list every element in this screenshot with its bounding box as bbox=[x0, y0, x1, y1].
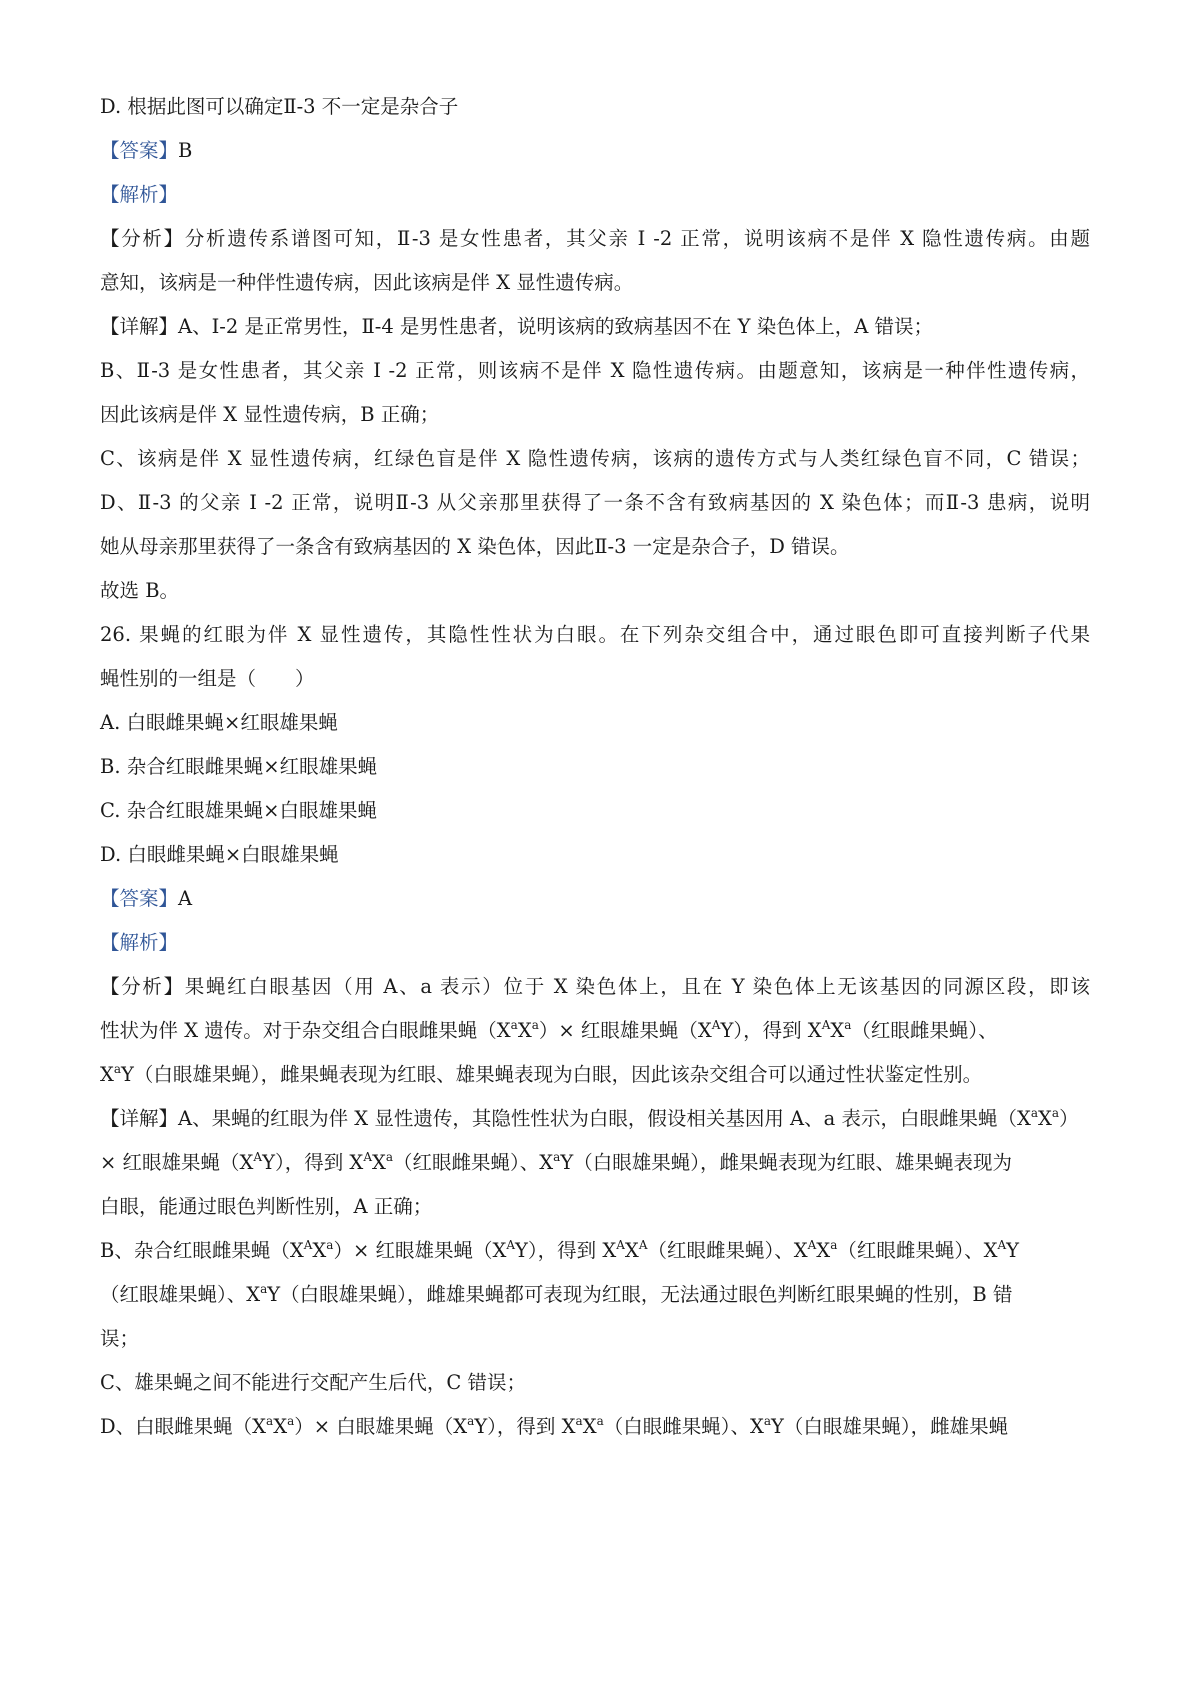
analysis-tag-q26 bbox=[100, 929, 1090, 957]
question-26-stem: 26. 果蝇的红眼为伴 X 显性遗传，其隐性性状为白眼。在下列杂交组合中，通过眼色即可直接判断子代果 bbox=[100, 623, 1090, 646]
detail-paragraph-line: 因此该病是伴 X 显性遗传病，B 正确； bbox=[100, 403, 440, 426]
answer-line-q25 bbox=[100, 137, 1090, 165]
answer-value: A bbox=[178, 887, 193, 910]
option-a: A. 白眼雌果蝇×红眼雄果蝇 bbox=[100, 711, 338, 734]
detail-paragraph-line: 【详解】A、Ⅰ-2 是正常男性，Ⅱ-4 是男性患者，说明该病的致病基因不在 Y 染色体上，A 错误； bbox=[100, 315, 933, 338]
detail-paragraph-line: 【详解】A、果蝇的红眼为伴 X 显性遗传，其隐性性状为白眼，假设相关基因用 A、a 表示，白眼雌果蝇$(X^aX^a)$ bbox=[100, 1106, 1079, 1130]
option-b: B. 杂合红眼雌果蝇×红眼雄果蝇 bbox=[100, 755, 378, 778]
detail-paragraph-line: C、雄果蝇之间不能进行交配产生后代，C 错误； bbox=[100, 1371, 527, 1394]
detail-paragraph-line: D、Ⅱ-3 的父亲 I -2 正常，说明Ⅱ-3 从父亲那里获得了一条不含有致病基因的 X 染色体；而Ⅱ-3 患病，说明 bbox=[100, 491, 1090, 514]
analysis-tag: 【解析】 bbox=[100, 183, 179, 206]
detail-paragraph-line: 白眼，能通过眼色判断性别，A 正确； bbox=[100, 1195, 433, 1218]
detail-paragraph-line: D、白眼雌果蝇$(X^aX^a)\times$ 白眼雄果蝇$(X^aY)$，得到 $X^aX^a$（白眼雌果蝇）、$X^aY$（白眼雄果蝇），雌雄果蝇 bbox=[100, 1414, 1009, 1438]
option-d-q25: D. 根据此图可以确定Ⅱ-3 不一定是杂合子 bbox=[100, 95, 459, 118]
analysis-paragraph-line: 意知，该病是一种伴性遗传病，因此该病是伴 X 显性遗传病。 bbox=[100, 271, 634, 294]
answer-value: B bbox=[178, 139, 193, 162]
analysis-paragraph-line: 【分析】分析遗传系谱图可知，Ⅱ-3 是女性患者，其父亲 I -2 正常，说明该病不是伴 X 隐性遗传病。由题 bbox=[100, 227, 1090, 250]
option-c: C. 杂合红眼雄果蝇×白眼雄果蝇 bbox=[100, 799, 377, 822]
answer-tag: 【答案】 bbox=[100, 139, 179, 162]
detail-paragraph-line: × 红眼雄果蝇$(X^AY)$，得到 $X^AX^a$（红眼雌果蝇）、$X^aY$（白眼雄果蝇），雌果蝇表现为红眼、雄果蝇表现为 bbox=[100, 1150, 1012, 1174]
detail-paragraph-line: C、该病是伴 X 显性遗传病，红绿色盲是伴 X 隐性遗传病，该病的遗传方式与人类红绿色盲不同，C 错误； bbox=[100, 447, 1090, 470]
answer-line-q26 bbox=[100, 885, 1090, 913]
analysis-tag: 【解析】 bbox=[100, 931, 179, 954]
analysis-tag-q25 bbox=[100, 181, 1090, 209]
detail-paragraph-line: B、杂合红眼雌果蝇$(X^AX^a)\times$ 红眼雄果蝇$(X^AY)$，得到 $X^AX^A$（红眼雌果蝇）、$X^AX^a$（红眼雌果蝇）、$X^AY$ bbox=[100, 1238, 1020, 1262]
conclusion-line: 故选 B。 bbox=[100, 579, 180, 602]
analysis-paragraph-line: $X^aY$（白眼雄果蝇），雌果蝇表现为红眼、雄果蝇表现为白眼，因此该杂交组合可以通过性状鉴定性别。 bbox=[100, 1062, 983, 1086]
analysis-paragraph-line: 性状为伴 X 遗传。对于杂交组合白眼雌果蝇$(X^aX^a)\times$ 红眼雄果蝇$(X^AY)$，得到 $X^AX^a$（红眼雌果蝇）、 bbox=[100, 1018, 998, 1042]
detail-paragraph-line: （红眼雄果蝇）、$X^aY$（白眼雄果蝇），雌雄果蝇都可表现为红眼，无法通过眼色判断红眼果蝇的性别，B 错 bbox=[100, 1282, 1013, 1306]
detail-paragraph-line: B、Ⅱ-3 是女性患者，其父亲 I -2 正常，则该病不是伴 X 隐性遗传病。由题意知，该病是一种伴性遗传病， bbox=[100, 359, 1090, 382]
answer-tag: 【答案】 bbox=[100, 887, 179, 910]
detail-paragraph-line: 误； bbox=[100, 1327, 140, 1350]
option-d: D. 白眼雌果蝇×白眼雄果蝇 bbox=[100, 843, 339, 866]
detail-paragraph-line: 她从母亲那里获得了一条含有致病基因的 X 染色体，因此Ⅱ-3 一定是杂合子，D 错误。 bbox=[100, 535, 850, 558]
question-26-stem: 蝇性别的一组是（ ） bbox=[100, 667, 315, 690]
analysis-paragraph-line: 【分析】果蝇红白眼基因（用 A、a 表示）位于 X 染色体上，且在 Y 染色体上无该基因的同源区段，即该 bbox=[100, 975, 1090, 998]
